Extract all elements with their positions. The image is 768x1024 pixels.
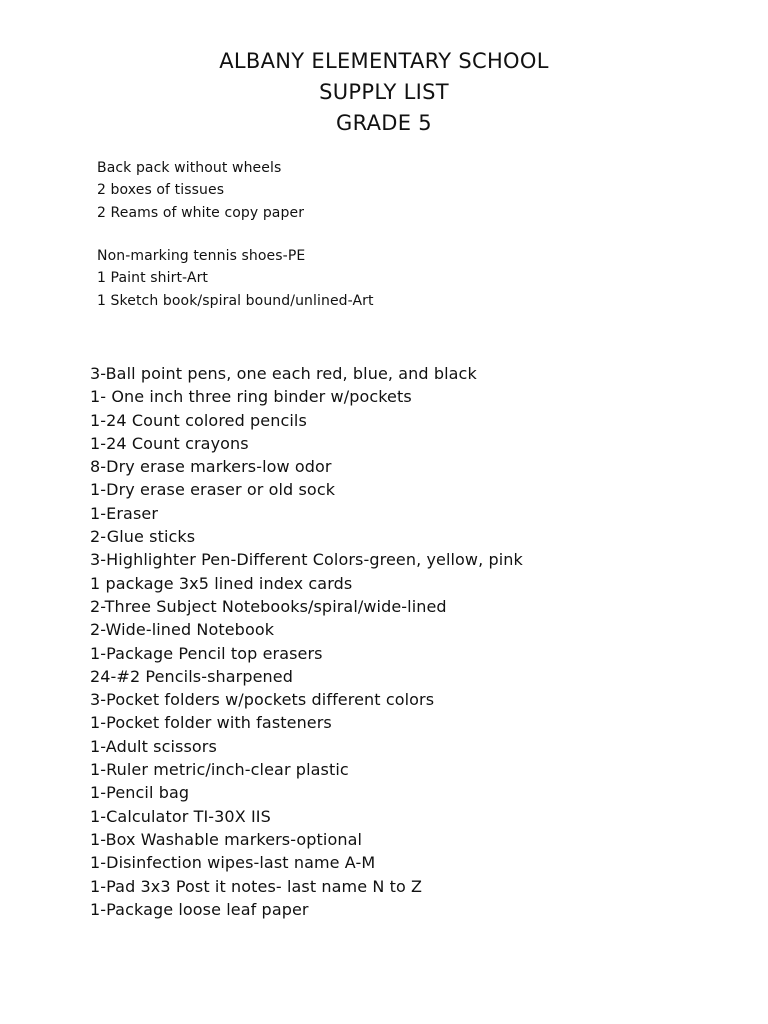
list-item: 2-Glue sticks — [90, 527, 196, 547]
list-item: 1- One inch three ring binder w/pockets — [90, 387, 412, 407]
list-item: 1-24 Count colored pencils — [90, 410, 307, 430]
list-item: 24-#2 Pencils-sharpened — [90, 666, 293, 686]
general-items-list — [97, 157, 304, 224]
list-item: 1 Paint shirt-Art — [97, 270, 209, 287]
classroom-supplies-list — [90, 362, 523, 921]
list-item: 1-Package Pencil top erasers — [90, 643, 323, 663]
list-item: 1 package 3x5 lined index cards — [90, 573, 353, 593]
list-item: 1-Eraser — [90, 503, 159, 523]
list-item: Back pack without wheels — [97, 160, 282, 176]
list-item: 2-Wide-lined Notebook — [90, 620, 275, 640]
list-item: 1 Sketch book/spiral bound/unlined-Art — [97, 292, 374, 309]
school-name: ALBANY ELEMENTARY SCHOOL — [219, 49, 549, 73]
list-item: 1-Dry erase eraser or old sock — [90, 480, 336, 500]
list-item: 1-Calculator TI-30X IIS — [90, 806, 271, 826]
list-item: 1-Ruler metric/inch-clear plastic — [90, 760, 349, 780]
list-item: 1-24 Count crayons — [90, 433, 249, 453]
grade-level: GRADE 5 — [336, 111, 432, 135]
list-item: 1-Package loose leaf paper — [90, 899, 309, 919]
list-item: 1-Box Washable markers-optional — [90, 829, 363, 849]
list-title: SUPPLY LIST — [319, 80, 449, 104]
list-item: 1-Adult scissors — [90, 736, 217, 756]
list-item: 1-Pencil bag — [90, 783, 190, 803]
list-item: Non-marking tennis shoes-PE — [97, 248, 306, 264]
list-item: 2-Three Subject Notebooks/spiral/wide-lined — [90, 596, 447, 616]
list-item: 1-Disinfection wipes-last name A-M — [90, 853, 376, 873]
pe-art-items-list — [97, 245, 374, 312]
list-item: 2 Reams of white copy paper — [97, 204, 305, 221]
list-item: 1-Pocket folder with fasteners — [90, 713, 332, 733]
list-item: 3-Ball point pens, one each red, blue, and black — [90, 364, 477, 383]
document-header — [0, 46, 768, 139]
list-item: 1-Pad 3x3 Post it notes- last name N to Z — [90, 876, 423, 896]
list-item: 2 boxes of tissues — [97, 182, 225, 199]
list-item: 3-Highlighter Pen-Different Colors-green, yellow, pink — [90, 550, 523, 570]
list-item: 8-Dry erase markers-low odor — [90, 457, 332, 477]
list-item: 3-Pocket folders w/pockets different colors — [90, 690, 435, 710]
